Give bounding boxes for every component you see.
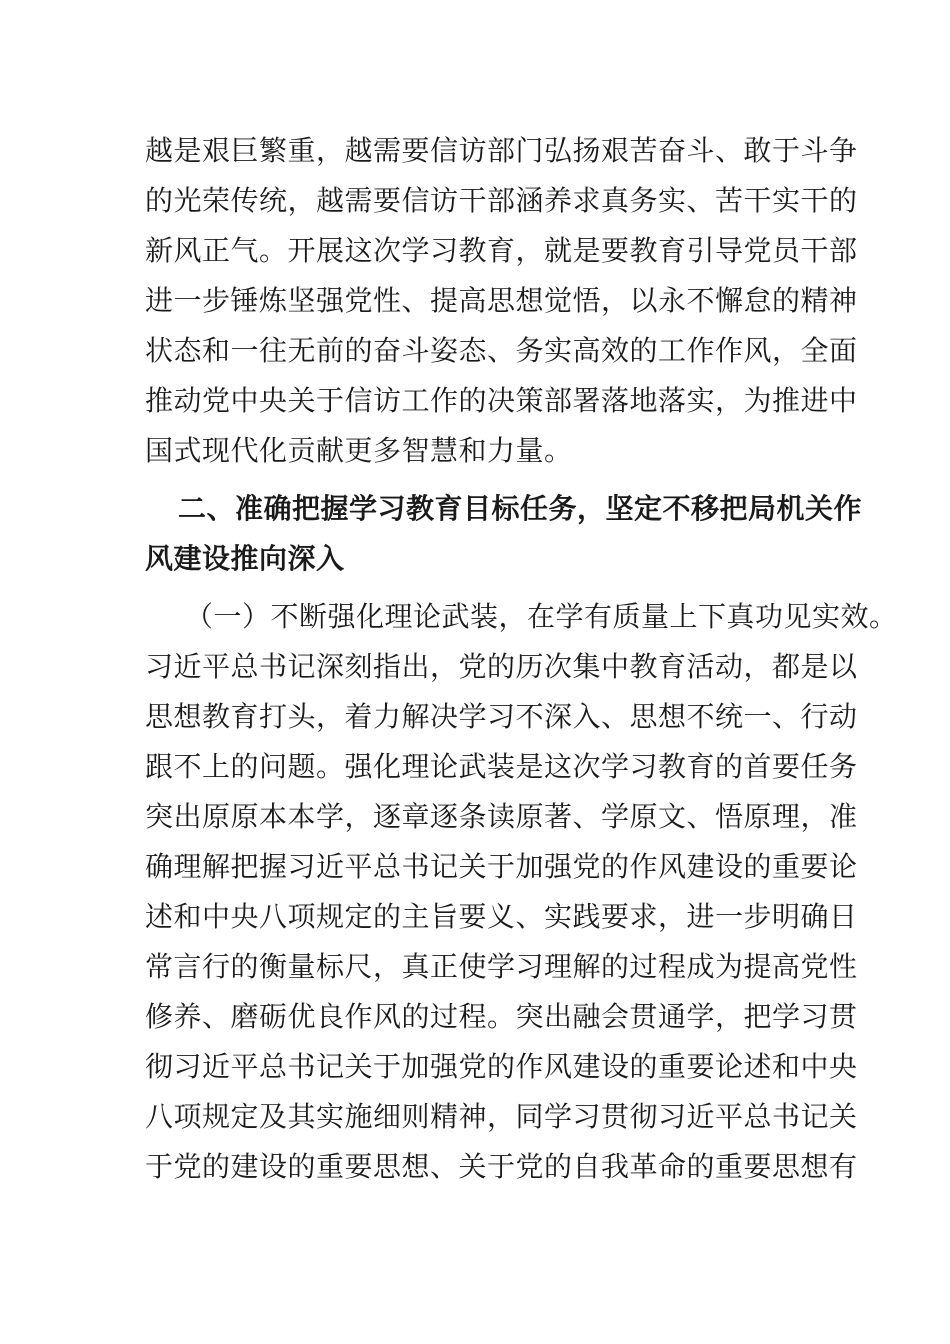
text-line: 八项规定及其实施细则精神，同学习贯彻习近平总书记关	[145, 1100, 858, 1133]
text-line: 进一步锤炼坚强党性、提高思想觉悟，以永不懈怠的精神	[145, 284, 858, 317]
text-line: 的光荣传统，越需要信访干部涵养求真务实、苦干实干的	[145, 184, 858, 217]
heading-line: 风建设推向深入	[145, 542, 345, 575]
text-line: 于党的建设的重要思想、关于党的自我革命的重要思想有	[145, 1150, 858, 1183]
text-line: 述和中央八项规定的主旨要义、实践要求，进一步明确日	[145, 900, 858, 933]
paragraph-1	[145, 126, 858, 476]
document-body	[145, 126, 898, 1192]
text-line: 推动党中央关于信访工作的决策部署落地落实，为推进中	[145, 384, 858, 417]
text-line: 突出原原本本学，逐章逐条读原著、学原文、悟原理，准	[145, 800, 858, 833]
text-line: 思想教育打头，着力解决学习不深入、思想不统一、行动	[145, 700, 858, 733]
text-line: 习近平总书记深刻指出，党的历次集中教育活动，都是以	[145, 650, 858, 683]
text-line: 国式现代化贡献更多智慧和力量。	[145, 434, 573, 467]
text-line: 新风正气。开展这次学习教育，就是要教育引导党员干部	[145, 234, 858, 267]
text-line: 修养、磨砺优良作风的过程。突出融会贯通学，把学习贯	[145, 1000, 858, 1033]
section-heading	[145, 484, 863, 584]
subheading-line: （一）不断强化理论武装，在学有质量上下真功见实效。	[185, 600, 898, 633]
paragraph-2	[145, 592, 898, 1192]
text-line: 跟不上的问题。强化理论武装是这次学习教育的首要任务	[145, 750, 858, 783]
paragraph-spacer	[145, 584, 825, 592]
text-line: 确理解把握习近平总书记关于加强党的作风建设的重要论	[145, 850, 858, 883]
text-line: 常言行的衡量标尺，真正使学习理解的过程成为提高党性	[145, 950, 858, 983]
text-line: 越是艰巨繁重，越需要信访部门弘扬艰苦奋斗、敢于斗争	[145, 134, 858, 167]
text-line: 彻习近平总书记关于加强党的作风建设的重要论述和中央	[145, 1050, 858, 1083]
paragraph-spacer	[145, 476, 825, 484]
heading-line: 二、准确把握学习教育目标任务，坚定不移把局机关作	[178, 492, 863, 525]
text-line: 状态和一往无前的奋斗姿态、务实高效的工作作风，全面	[145, 334, 858, 367]
